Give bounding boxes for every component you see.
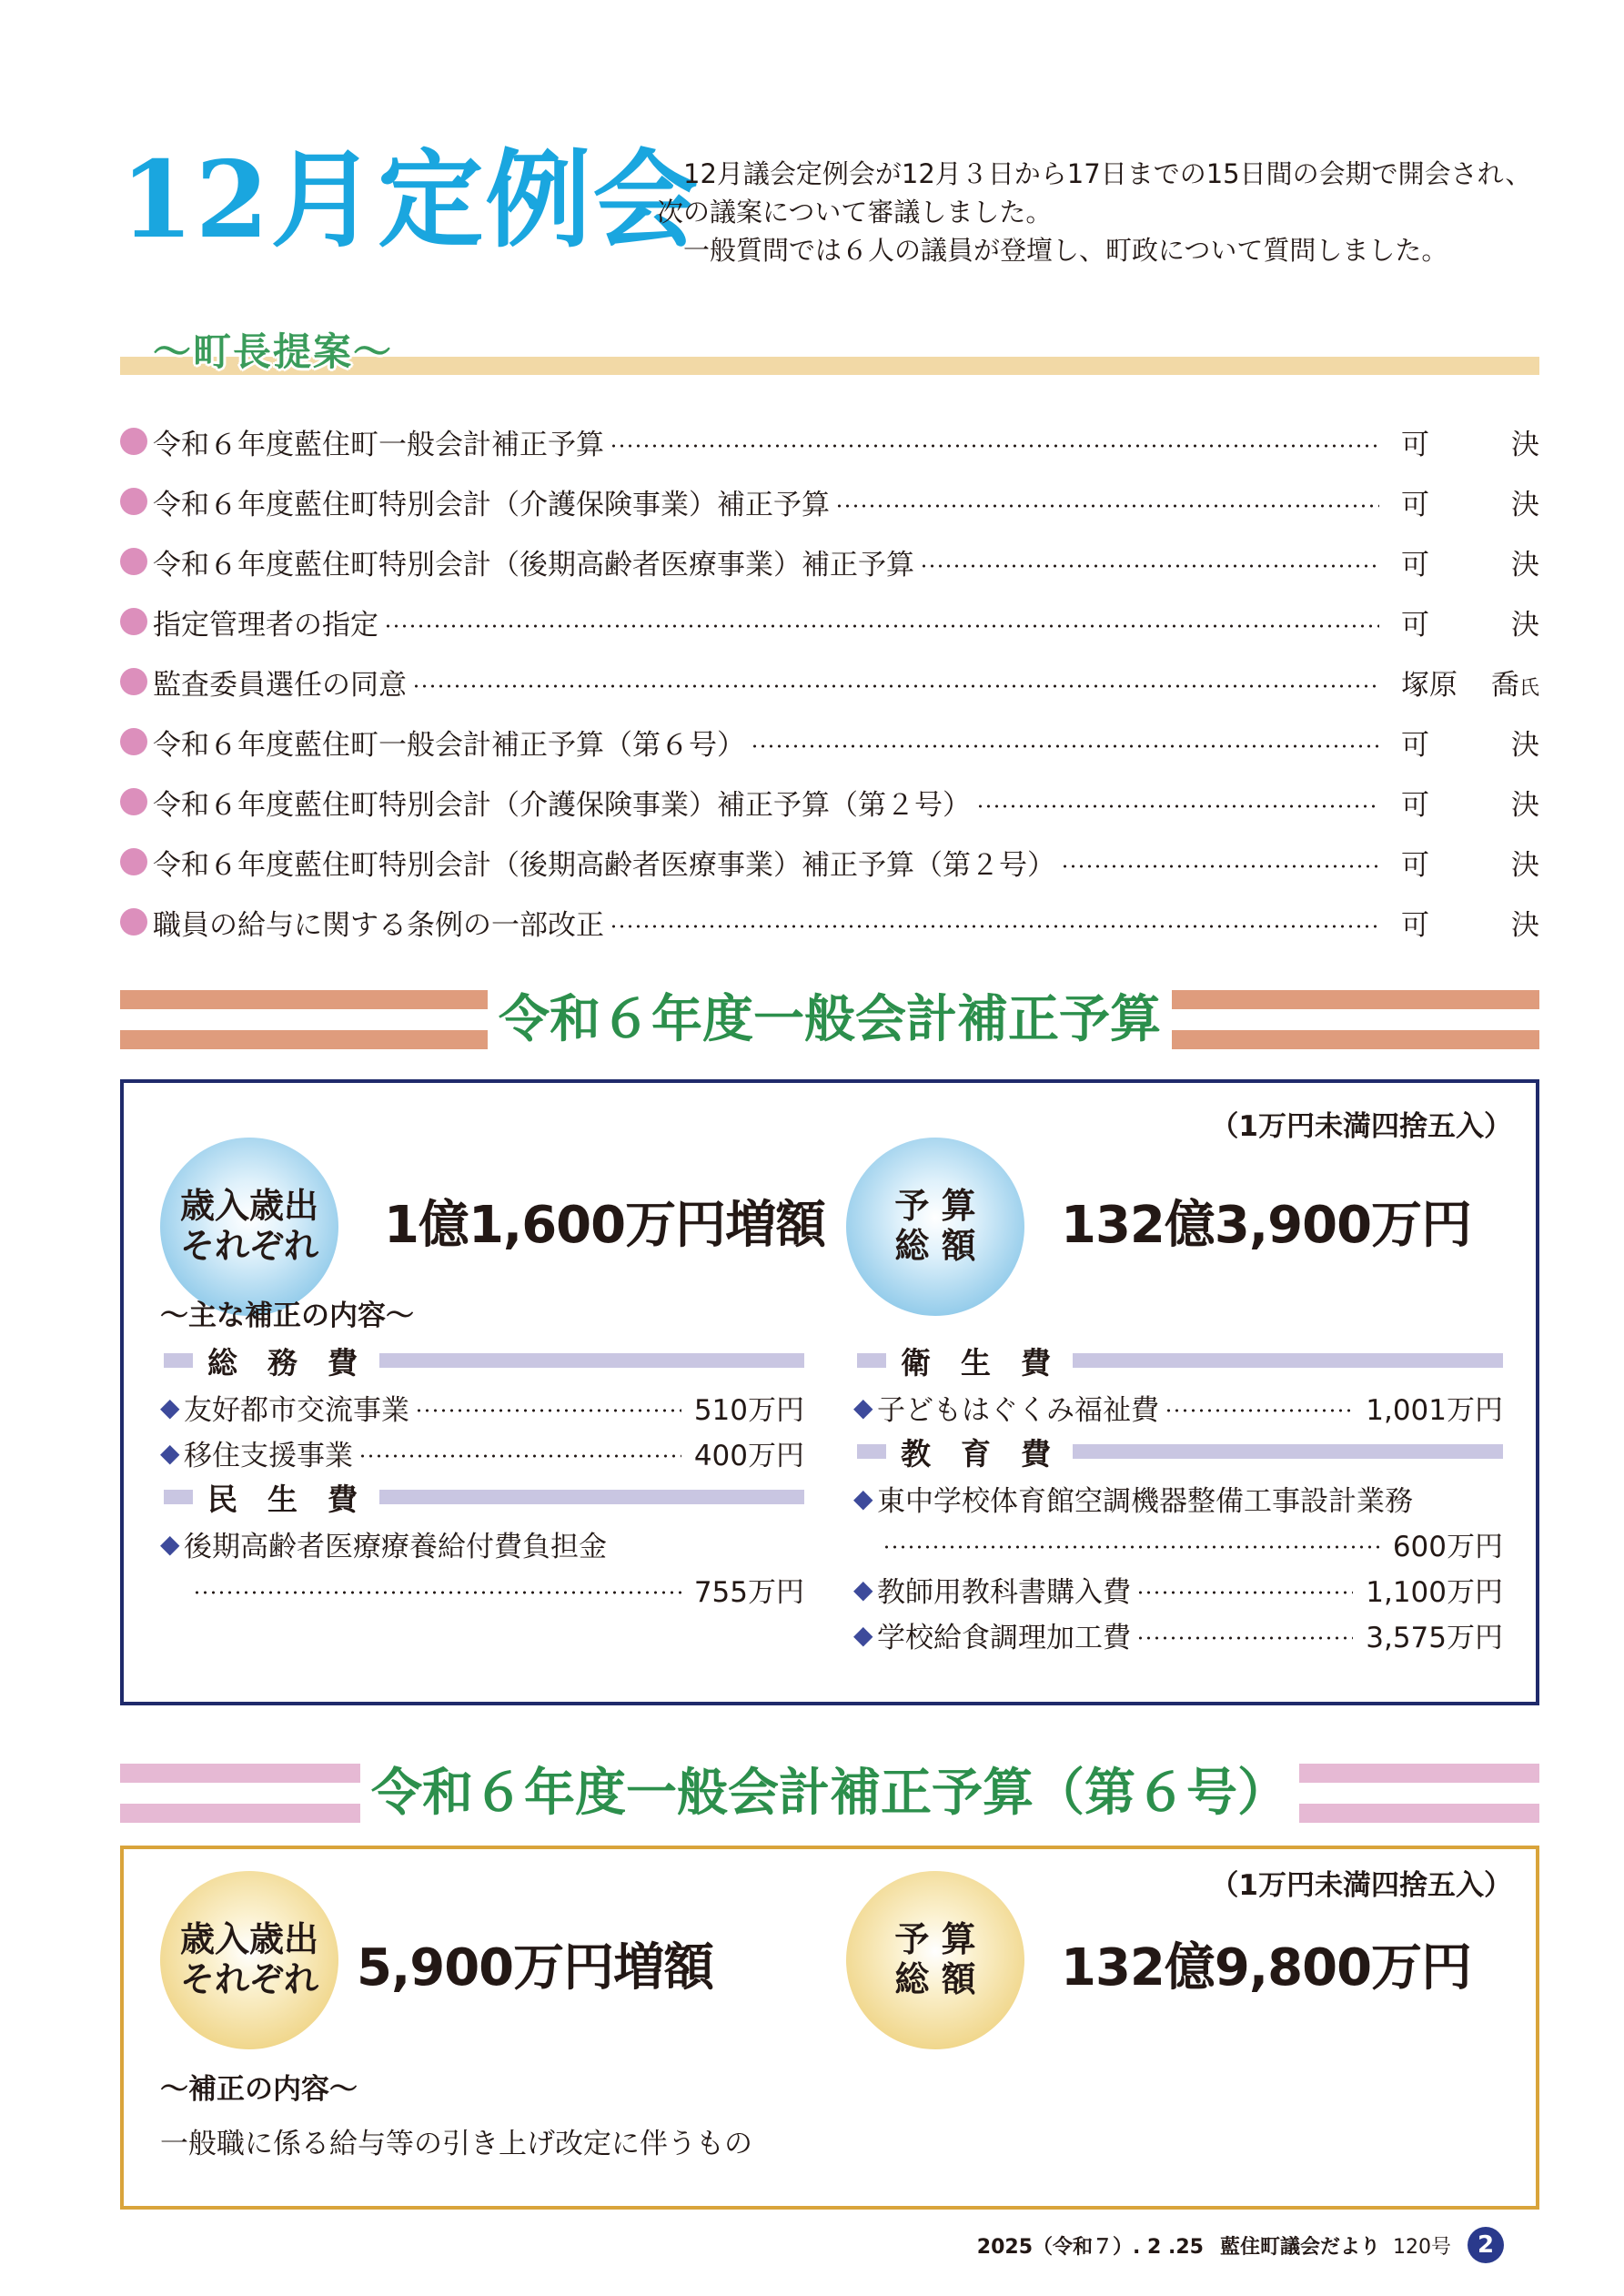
agenda-title: 令和６年度藍住町一般会計補正予算（第６号） bbox=[153, 728, 745, 762]
issue-date: 2025（令和７）. 2 .25 bbox=[976, 2235, 1204, 2259]
category-label: 教 育 費 bbox=[901, 1435, 1051, 1472]
result-char-2: 決 bbox=[1511, 848, 1539, 882]
result-char-1: 可 bbox=[1401, 788, 1429, 822]
result-char-1: 可 bbox=[1401, 608, 1429, 642]
budget-total-circle bbox=[846, 1138, 1024, 1316]
category-health bbox=[857, 1344, 1503, 1381]
result-char-1: 可 bbox=[1401, 728, 1429, 762]
agenda-title: 職員の給与に関する条例の一部改正 bbox=[153, 908, 604, 942]
leader-dots bbox=[384, 624, 1379, 628]
revenue-expenditure-circle bbox=[160, 1138, 338, 1316]
item-name: 友好都市交流事業 bbox=[184, 1393, 409, 1427]
result-char-2: 決 bbox=[1511, 908, 1539, 942]
agenda-title: 令和６年度藍住町一般会計補正予算 bbox=[153, 428, 604, 461]
leader-dots bbox=[883, 1545, 1380, 1549]
agenda-title: 令和６年度藍住町特別会計（介護保険事業）補正予算 bbox=[153, 488, 830, 521]
result-char-2: 決 bbox=[1511, 728, 1539, 762]
agenda-item bbox=[120, 712, 1539, 772]
agenda-result bbox=[1401, 902, 1539, 943]
leader-dots bbox=[976, 804, 1379, 808]
page-number: 2 bbox=[1468, 2227, 1504, 2263]
agenda-item bbox=[120, 471, 1539, 531]
budget-item-name-row bbox=[853, 1478, 1503, 1518]
agenda-title: 監査委員選任の同意 bbox=[153, 668, 407, 702]
agenda-title: 令和６年度藍住町特別会計（後期高齢者医療事業）補正予算 bbox=[153, 548, 914, 582]
category-line bbox=[1073, 1444, 1503, 1459]
leader-dots bbox=[610, 444, 1379, 448]
budget-item bbox=[160, 1432, 804, 1472]
category-mark bbox=[164, 1490, 193, 1504]
appointee-surname: 塚原 bbox=[1401, 668, 1458, 702]
category-line bbox=[379, 1353, 804, 1368]
item-name: 東中学校体育館空調機器整備工事設計業務 bbox=[877, 1484, 1413, 1518]
agenda-list bbox=[120, 411, 1539, 952]
budget2-title-text: 令和６年度一般会計補正予算（第６号） bbox=[360, 1763, 1299, 1823]
rounding-note: （1万円未満四捨五入） bbox=[1210, 1110, 1512, 1143]
result-char-2: 決 bbox=[1511, 788, 1539, 822]
leader-dots bbox=[920, 564, 1379, 568]
agenda-item bbox=[120, 772, 1539, 832]
diamond-icon: ◆ bbox=[853, 1482, 873, 1513]
budget1-box bbox=[120, 1079, 1539, 1705]
item-amount: 400万円 bbox=[693, 1439, 804, 1472]
page-footer bbox=[977, 2227, 1504, 2263]
diamond-icon: ◆ bbox=[160, 1391, 180, 1422]
diamond-icon: ◆ bbox=[160, 1528, 180, 1559]
result-char-2: 決 bbox=[1511, 548, 1539, 582]
result-char-2: 決 bbox=[1511, 488, 1539, 521]
item-name: 学校給食調理加工費 bbox=[877, 1621, 1131, 1654]
bullet-icon bbox=[120, 728, 147, 755]
issue-number: 120号 bbox=[1393, 2235, 1451, 2259]
diamond-icon: ◆ bbox=[853, 1619, 873, 1650]
budget-item-amount-row bbox=[883, 1523, 1503, 1563]
leader-dots bbox=[1061, 865, 1379, 868]
leader-dots bbox=[751, 744, 1379, 748]
category-welfare bbox=[164, 1481, 804, 1517]
mayor-proposals-heading: ～町長提案～ bbox=[153, 329, 394, 374]
circle-label-line2: それぞれ bbox=[179, 1959, 318, 1999]
diamond-icon: ◆ bbox=[160, 1437, 180, 1468]
budget-change-amount: 1億1,600万円増額 bbox=[384, 1196, 826, 1255]
agenda-item bbox=[120, 531, 1539, 592]
category-label: 民 生 費 bbox=[207, 1481, 358, 1517]
budget2-box bbox=[120, 1846, 1539, 2210]
leader-dots bbox=[1136, 1636, 1353, 1640]
item-amount: 1,100万円 bbox=[1366, 1575, 1503, 1609]
contents-heading: ～補正の内容～ bbox=[160, 2073, 358, 2106]
budget2-title bbox=[120, 1763, 1539, 1823]
item-name: 子どもはぐくみ福祉費 bbox=[877, 1393, 1159, 1427]
item-name: 教師用教科書購入費 bbox=[877, 1575, 1131, 1609]
budget-change-amount: 5,900万円増額 bbox=[357, 1938, 714, 1998]
item-name: 後期高齢者医療療養給付費負担金 bbox=[184, 1530, 607, 1563]
contents-heading: ～主な補正の内容～ bbox=[160, 1300, 414, 1332]
agenda-result bbox=[1401, 722, 1539, 763]
bullet-icon bbox=[120, 668, 147, 695]
item-amount: 3,575万円 bbox=[1366, 1621, 1503, 1654]
result-char-2: 決 bbox=[1511, 428, 1539, 461]
bullet-icon bbox=[120, 548, 147, 575]
diamond-icon: ◆ bbox=[853, 1391, 873, 1422]
agenda-result bbox=[1401, 421, 1539, 462]
result-char-1: 可 bbox=[1401, 908, 1429, 942]
item-amount: 755万円 bbox=[693, 1575, 804, 1609]
budget1-title-text: 令和６年度一般会計補正予算 bbox=[488, 989, 1172, 1049]
leader-dots bbox=[610, 925, 1379, 928]
result-char-1: 可 bbox=[1401, 548, 1429, 582]
bullet-icon bbox=[120, 608, 147, 635]
item-name: 移住支援事業 bbox=[184, 1439, 353, 1472]
budget-item bbox=[853, 1614, 1503, 1654]
budget-item bbox=[160, 1387, 804, 1427]
bullet-icon bbox=[120, 428, 147, 455]
category-line bbox=[1073, 1353, 1503, 1368]
agenda-item bbox=[120, 832, 1539, 892]
leader-dots bbox=[412, 684, 1379, 688]
budget-item-amount-row bbox=[193, 1569, 804, 1609]
leader-dots bbox=[415, 1409, 681, 1412]
category-education bbox=[857, 1435, 1503, 1472]
agenda-result bbox=[1401, 782, 1539, 823]
revenue-expenditure-circle bbox=[160, 1871, 338, 2049]
agenda-result bbox=[1401, 842, 1539, 883]
page-title: 12月定例会 bbox=[120, 138, 701, 262]
category-mark bbox=[164, 1353, 193, 1368]
item-amount: 510万円 bbox=[693, 1393, 804, 1427]
category-mark bbox=[857, 1353, 886, 1368]
intro-paragraph-1: 12月議会定例会が12月３日から17日までの15日間の会期で開会され、次の議案について審議しました。 bbox=[657, 158, 1532, 228]
leader-dots bbox=[1165, 1409, 1353, 1412]
agenda-item bbox=[120, 652, 1539, 712]
appointee-given-name bbox=[1491, 662, 1539, 703]
budget-item bbox=[853, 1569, 1503, 1609]
agenda-title: 指定管理者の指定 bbox=[153, 608, 378, 642]
leader-dots bbox=[358, 1454, 681, 1458]
publication-name: 藍住町議会だより bbox=[1219, 2235, 1380, 2259]
budget-item-name-row bbox=[160, 1523, 804, 1563]
given-name: 喬 bbox=[1490, 668, 1519, 702]
result-char-2: 決 bbox=[1511, 608, 1539, 642]
budget-total-amount: 132億3,900万円 bbox=[1061, 1196, 1472, 1255]
bullet-icon bbox=[120, 788, 147, 815]
circle-label-line1: 歳入歳出 bbox=[179, 1919, 318, 1960]
circle-label-line1: 予 算 bbox=[894, 1186, 976, 1227]
agenda-item bbox=[120, 892, 1539, 952]
agenda-result bbox=[1401, 541, 1539, 582]
circle-label-line2: 総 額 bbox=[894, 1226, 976, 1266]
budget-total-circle bbox=[846, 1871, 1024, 2049]
category-general-affairs bbox=[164, 1344, 804, 1381]
bullet-icon bbox=[120, 848, 147, 875]
bullet-icon bbox=[120, 908, 147, 936]
bullet-icon bbox=[120, 488, 147, 515]
circle-label-line1: 歳入歳出 bbox=[179, 1186, 318, 1227]
category-line bbox=[379, 1490, 804, 1504]
agenda-item bbox=[120, 411, 1539, 471]
result-char-1: 可 bbox=[1401, 488, 1429, 521]
budget-total-amount: 132億9,800万円 bbox=[1061, 1938, 1472, 1998]
leader-dots bbox=[193, 1591, 681, 1594]
agenda-result bbox=[1401, 662, 1539, 703]
category-mark bbox=[857, 1444, 886, 1459]
diamond-icon: ◆ bbox=[853, 1573, 873, 1604]
circle-label-line2: それぞれ bbox=[179, 1226, 318, 1266]
leader-dots bbox=[1136, 1591, 1353, 1594]
agenda-result bbox=[1401, 481, 1539, 522]
result-char-1: 可 bbox=[1401, 428, 1429, 461]
leader-dots bbox=[835, 504, 1379, 508]
agenda-item bbox=[120, 592, 1539, 652]
intro-paragraph-2: 一般質問では６人の議員が登壇し、町政について質問しました。 bbox=[683, 235, 1448, 266]
budget-item bbox=[853, 1387, 1503, 1427]
intro-text bbox=[657, 155, 1539, 269]
honorific: 氏 bbox=[1518, 676, 1539, 700]
agenda-result bbox=[1401, 602, 1539, 642]
circle-label-line2: 総 額 bbox=[894, 1959, 976, 1999]
result-char-1: 可 bbox=[1401, 848, 1429, 882]
category-label: 衛 生 費 bbox=[901, 1344, 1051, 1381]
category-label: 総 務 費 bbox=[207, 1344, 358, 1381]
budget1-title bbox=[120, 989, 1539, 1049]
circle-label-line1: 予 算 bbox=[894, 1919, 976, 1960]
item-amount: 600万円 bbox=[1392, 1530, 1503, 1563]
agenda-title: 令和６年度藍住町特別会計（後期高齢者医療事業）補正予算（第２号） bbox=[153, 848, 1055, 882]
item-amount: 1,001万円 bbox=[1366, 1393, 1503, 1427]
agenda-title: 令和６年度藍住町特別会計（介護保険事業）補正予算（第２号） bbox=[153, 788, 971, 822]
contents-text: 一般職に係る給与等の引き上げ改定に伴うもの bbox=[160, 2128, 752, 2160]
rounding-note: （1万円未満四捨五入） bbox=[1210, 1869, 1512, 1902]
